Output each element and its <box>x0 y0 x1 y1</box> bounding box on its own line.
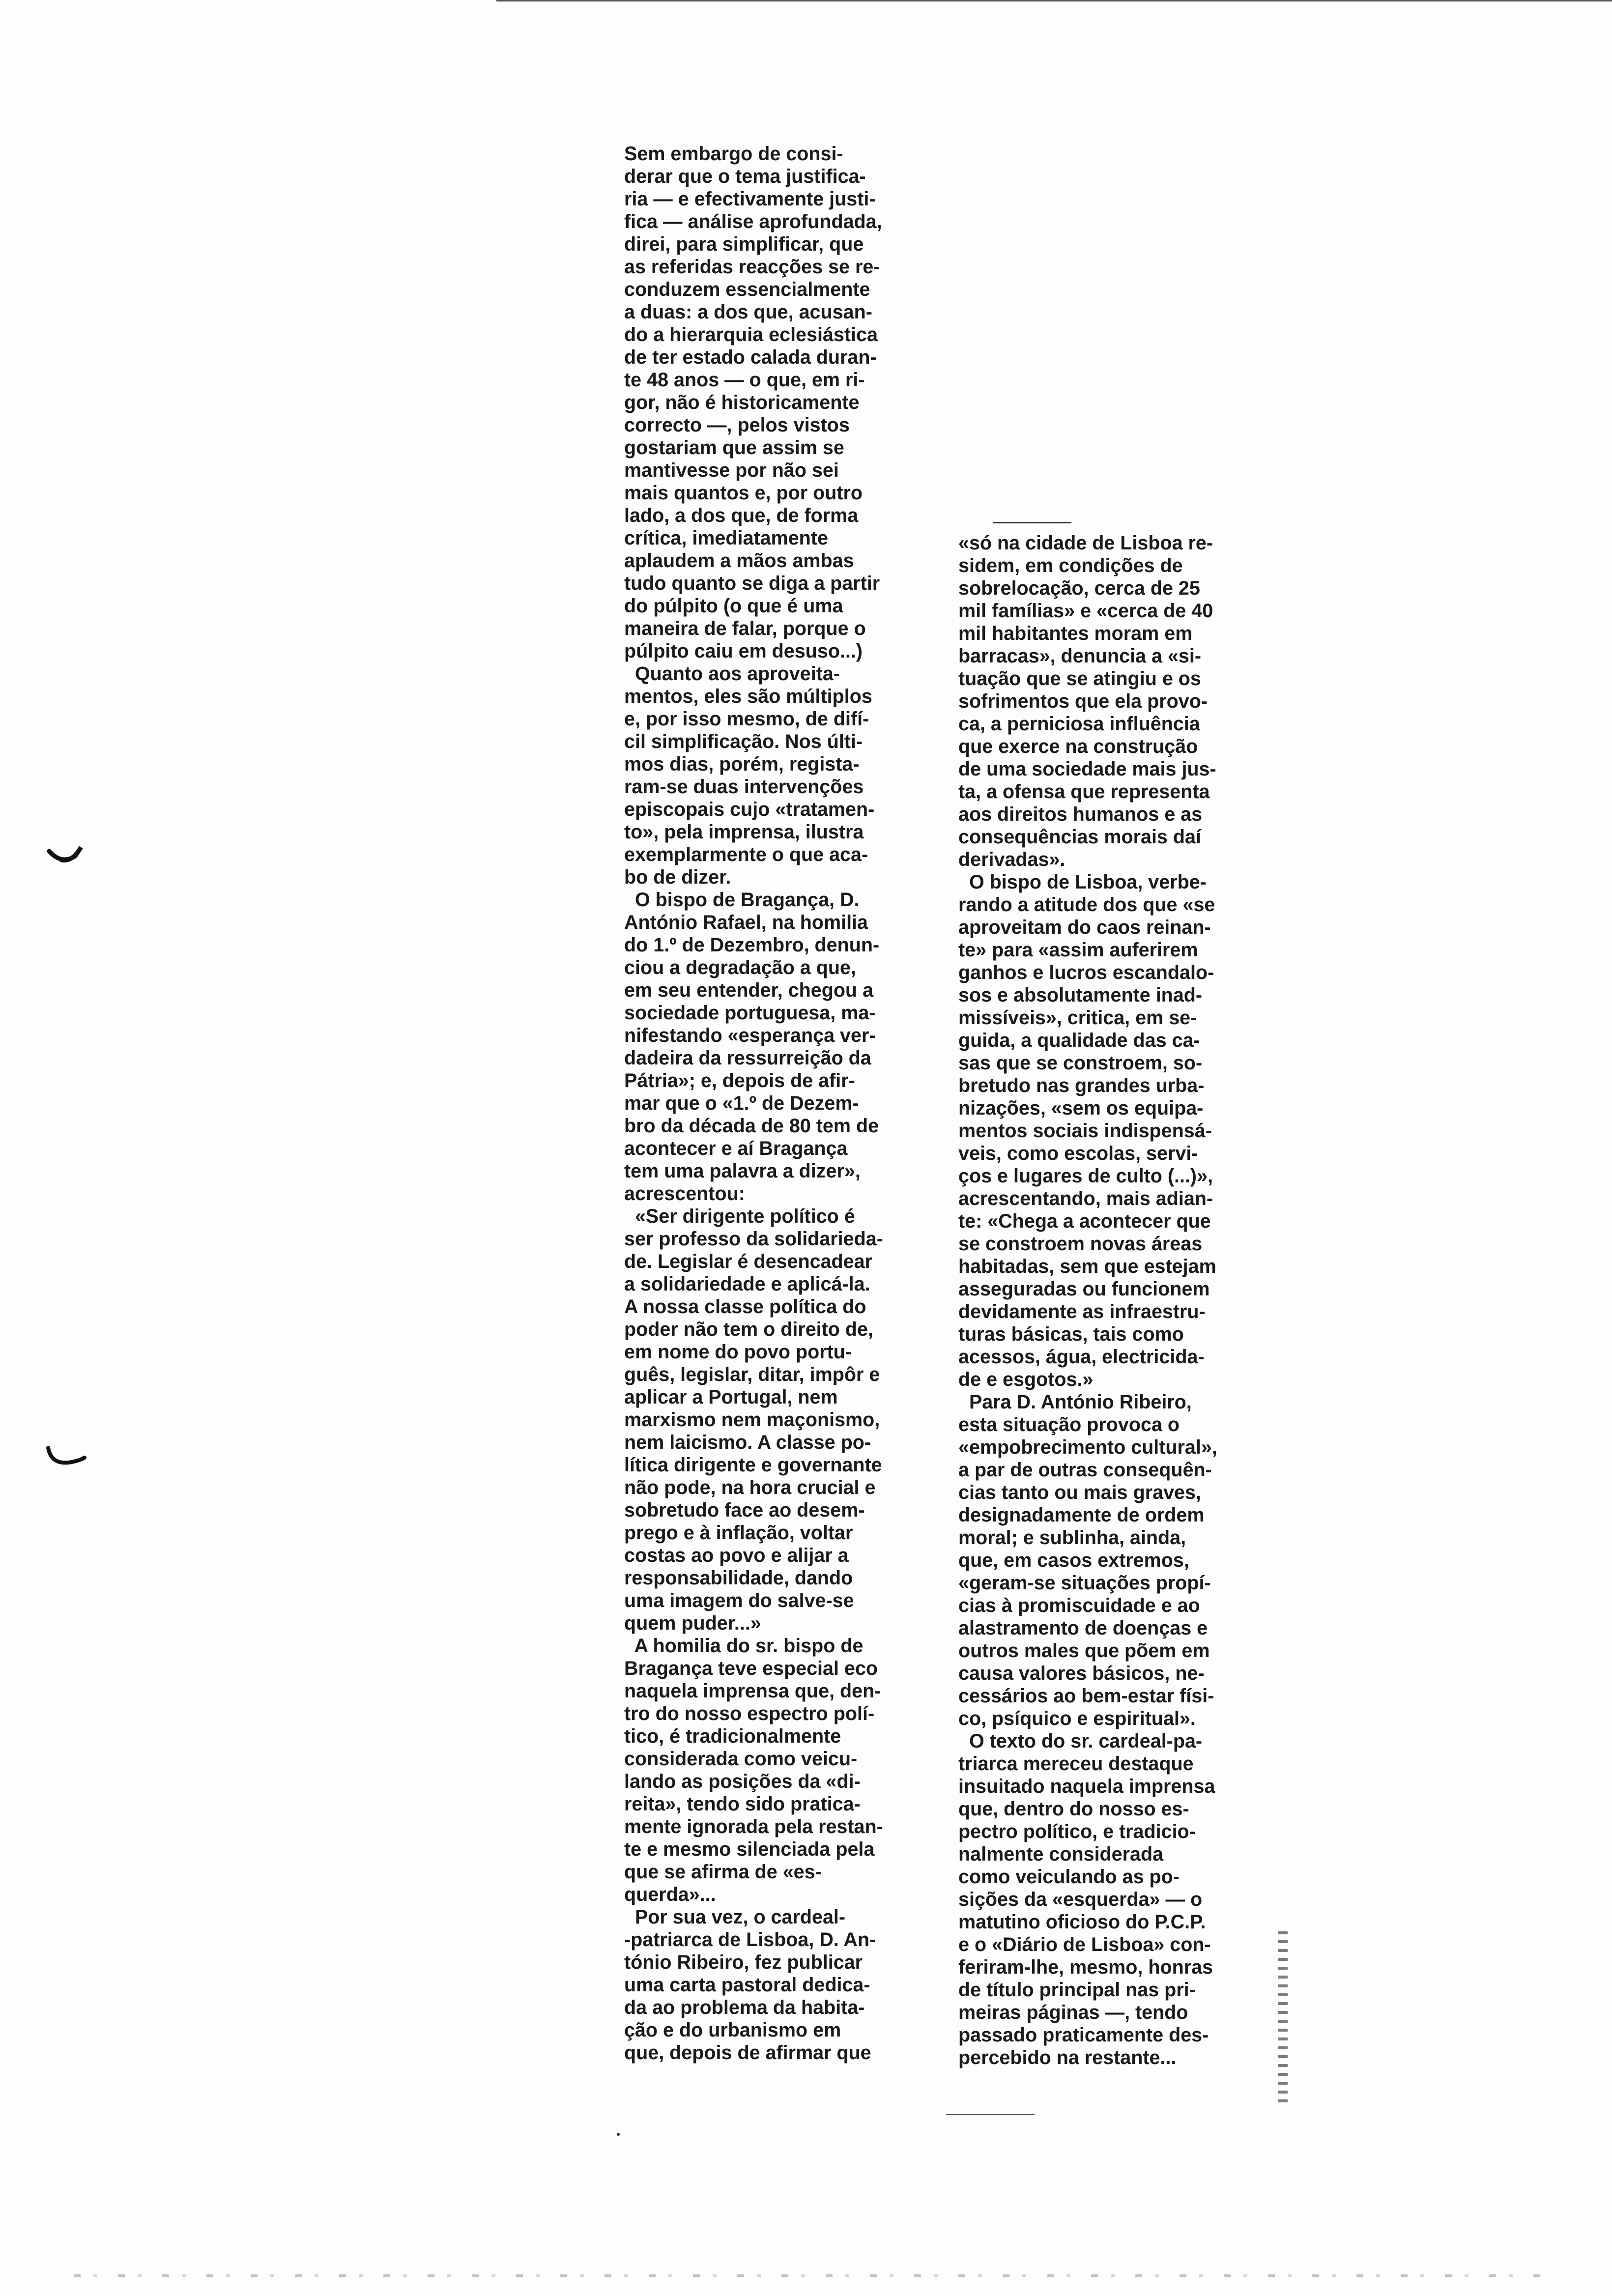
text-line: O texto do sr. cardeal-pa- <box>958 1730 1203 1752</box>
text-line: responsabilidade, dando <box>624 1567 853 1589</box>
text-line: co, psíquico e espiritual». <box>958 1708 1196 1729</box>
text-line: mais quantos e, por outro <box>624 482 863 504</box>
text-line: que, depois de afirmar que <box>624 2042 871 2064</box>
text-line: te e mesmo silenciada pela <box>624 1838 875 1860</box>
text-line: não pode, na hora crucial e <box>624 1477 876 1498</box>
text-line: acrescentando, mais adian- <box>958 1188 1213 1209</box>
text-line: nem laicismo. A classe po- <box>624 1432 871 1453</box>
text-line: sobrelocação, cerca de 25 <box>958 577 1200 599</box>
text-line: maneira de falar, porque o <box>624 618 866 639</box>
text-line: Para D. António Ribeiro, <box>958 1391 1192 1413</box>
text-line: conduzem essencialmente <box>624 279 870 300</box>
text-line: acessos, água, electricida- <box>958 1346 1205 1368</box>
text-line: sos e absolutamente inad- <box>958 984 1203 1006</box>
text-line: triarca mereceu destaque <box>958 1753 1194 1775</box>
text-line: bo de dizer. <box>624 866 731 888</box>
text-line: mentos, eles são múltiplos <box>624 686 872 707</box>
text-line: em nome do povo portu- <box>624 1341 852 1363</box>
text-line: meiras páginas —, tendo <box>958 2002 1188 2023</box>
text-line: as referidas reacções se re- <box>624 256 880 278</box>
text-line: do púlpito (o que é uma <box>624 595 843 617</box>
text-line: habitadas, sem que estejam <box>958 1256 1216 1277</box>
text-line: Pátria»; e, depois de afir- <box>624 1070 855 1091</box>
text-line: querda»... <box>624 1884 716 1905</box>
text-line: A nossa classe política do <box>624 1296 866 1318</box>
text-line: te 48 anos — o que, em ri- <box>624 369 865 391</box>
text-line: A homilia do sr. bispo de <box>624 1635 864 1657</box>
text-line: gostariam que assim se <box>624 437 844 459</box>
text-line: correcto —, pelos vistos <box>624 414 850 436</box>
text-line: do a hierarquia eclesiástica <box>624 324 878 345</box>
text-line: sidem, em condições de <box>958 555 1183 576</box>
text-line: ser professo da solidarieda- <box>624 1228 883 1250</box>
scan-bottom-noise <box>74 2274 1548 2277</box>
text-line: «Ser dirigente político é <box>624 1205 855 1227</box>
text-line: Quanto aos aproveita- <box>624 663 840 685</box>
text-line: exemplarmente o que aca- <box>624 844 868 865</box>
text-line: acontecer e aí Bragança <box>624 1138 848 1159</box>
text-line: causa valores básicos, ne- <box>958 1663 1205 1684</box>
text-line: ta, a ofensa que representa <box>958 781 1210 803</box>
text-line: lando as posições da «di- <box>624 1771 861 1792</box>
text-line: mar que o «1.º de Dezem- <box>624 1092 859 1114</box>
text-line: «geram-se situações propí- <box>958 1572 1211 1594</box>
text-line: bro da década de 80 tem de <box>624 1115 879 1137</box>
text-line: lítica dirigente e governante <box>624 1454 882 1476</box>
text-line: sições da «esquerda» — o <box>958 1889 1203 1910</box>
text-line: aplicar a Portugal, nem <box>624 1386 838 1408</box>
text-line: insuitado naquela imprensa <box>958 1776 1215 1797</box>
text-line: O bispo de Lisboa, verbe- <box>958 871 1207 893</box>
text-line: consequências morais daí <box>958 826 1201 848</box>
text-line: costas ao povo e alijar a <box>624 1545 849 1566</box>
text-line: como veiculando as po- <box>958 1866 1180 1888</box>
text-line: devidamente as infraestru- <box>958 1301 1206 1322</box>
text-line: passado praticamente des- <box>958 2024 1209 2046</box>
text-line: mos dias, porém, regista- <box>624 753 860 775</box>
text-line: te: «Chega a acontecer que <box>958 1210 1211 1232</box>
text-line: gor, não é historicamente <box>624 392 860 413</box>
text-line: te» para «assim auferirem <box>958 939 1198 961</box>
text-line: rando a atitude dos que «se <box>958 894 1215 916</box>
stray-dot <box>617 2133 620 2136</box>
punch-hole-mark-icon <box>44 1445 88 1469</box>
text-line: nifestando «esperança ver- <box>624 1025 876 1046</box>
text-line: mente ignorada pela restan- <box>624 1816 883 1837</box>
text-line: Bragança teve especial eco <box>624 1658 878 1679</box>
text-line: ciou a degradação a que, <box>624 957 856 978</box>
text-line: moral; e sublinha, ainda, <box>958 1527 1186 1549</box>
text-line: a solidariedade e aplicá-la. <box>624 1273 870 1295</box>
text-line: percebido na restante... <box>958 2047 1177 2068</box>
text-line: de. Legislar é desencadear <box>624 1251 872 1272</box>
text-line: matutino oficioso do P.C.P. <box>958 1911 1206 1933</box>
text-line: mil famílias» e «cerca de 40 <box>958 600 1213 622</box>
text-line: cias tanto ou mais graves, <box>958 1482 1201 1503</box>
text-line: Por sua vez, o cardeal- <box>624 1906 846 1928</box>
text-line: púlpito caiu em desuso...) <box>624 640 863 662</box>
text-line: fica — análise aprofundada, <box>624 211 882 232</box>
text-line: missíveis», critica, em se- <box>958 1007 1197 1029</box>
text-line: tónio Ribeiro, fez publicar <box>624 1952 863 1973</box>
text-line: uma carta pastoral dedica- <box>624 1974 870 1996</box>
text-line: crítica, imediatamente <box>624 527 828 549</box>
text-line: tuação que se atingiu e os <box>958 668 1201 689</box>
text-line: episcopais cujo «tratamen- <box>624 799 875 820</box>
text-line: mentos sociais indispensá- <box>958 1120 1212 1142</box>
text-line: de e esgotos.» <box>958 1369 1094 1390</box>
text-line: sobretudo face ao desem- <box>624 1499 865 1521</box>
text-line: esta situação provoca o <box>958 1414 1180 1435</box>
text-line: ção e do urbanismo em <box>624 2019 841 2041</box>
text-line: que, em casos extremos, <box>958 1550 1189 1571</box>
text-line: direi, para simplificar, que <box>624 233 864 255</box>
text-line: tro do nosso espectro polí- <box>624 1703 875 1724</box>
text-line: designadamente de ordem <box>958 1504 1205 1526</box>
text-line: Sem embargo de consi- <box>624 143 843 165</box>
text-line: a duas: a dos que, acusan- <box>624 301 872 323</box>
text-line: acrescentou: <box>624 1183 745 1205</box>
text-line: bretudo nas grandes urba- <box>958 1075 1205 1096</box>
text-line: ria — e efectivamente justi- <box>624 188 876 210</box>
text-line: veis, como escolas, servi- <box>958 1143 1198 1164</box>
text-line: ca, a perniciosa influência <box>958 713 1200 735</box>
text-line: turas básicas, tais como <box>958 1323 1184 1345</box>
text-line: que se afirma de «es- <box>624 1861 822 1883</box>
text-line: aplaudem a mãos ambas <box>624 550 854 572</box>
text-line: sas que se constroem, so- <box>958 1052 1203 1074</box>
text-line: e, por isso mesmo, de difí- <box>624 708 869 730</box>
text-line: O bispo de Bragança, D. <box>624 889 860 911</box>
text-line: alastramento de doenças e <box>958 1617 1208 1639</box>
text-line: aos direitos humanos e as <box>958 804 1203 825</box>
text-line: «só na cidade de Lisboa re- <box>958 532 1213 554</box>
text-line: cias à promiscuidade e ao <box>958 1595 1200 1616</box>
clipping-edge-marks <box>1278 1931 1288 2108</box>
text-line: de uma sociedade mais jus- <box>958 758 1216 780</box>
text-line: mil habitantes moram em <box>958 623 1193 644</box>
text-line: tico, é tradicionalmente <box>624 1725 841 1747</box>
text-line: sociedade portuguesa, ma- <box>624 1002 876 1024</box>
text-line: lado, a dos que, de forma <box>624 505 859 526</box>
text-line: prego e à inflação, voltar <box>624 1522 853 1544</box>
text-line: marxismo nem maçonismo, <box>624 1409 880 1431</box>
text-line: outros males que põem em <box>958 1640 1210 1662</box>
text-line: guês, legislar, ditar, impôr e <box>624 1364 880 1385</box>
text-line: ganhos e lucros escandalo- <box>958 962 1214 983</box>
text-line: ços e lugares de culto (...)», <box>958 1165 1213 1187</box>
text-line: considerada como veicu- <box>624 1748 858 1770</box>
text-line: derar que o tema justifica- <box>624 166 866 187</box>
text-line: tudo quanto se diga a partir <box>624 573 880 594</box>
text-line: asseguradas ou funcionem <box>958 1278 1210 1300</box>
text-line: derivadas». <box>958 849 1065 870</box>
text-line: e o «Diário de Lisboa» con- <box>958 1934 1211 1955</box>
text-line: que, dentro do nosso es- <box>958 1798 1189 1820</box>
left-text-column <box>624 143 953 2064</box>
text-line: nalmente considerada <box>958 1843 1164 1865</box>
text-line: quem puder...» <box>624 1612 761 1634</box>
text-line: aproveitam do caos reinan- <box>958 917 1211 938</box>
text-line: poder não tem o direito de, <box>624 1319 873 1340</box>
text-line: António Rafael, na homilia <box>624 912 868 933</box>
column-top-rule <box>993 522 1071 523</box>
punch-hole-mark-icon <box>47 845 86 870</box>
right-text-column <box>958 532 1283 2069</box>
top-edge-rule <box>496 0 1612 1</box>
text-line: naquela imprensa que, den- <box>624 1680 881 1702</box>
text-line: uma imagem do salve-se <box>624 1590 854 1611</box>
text-line: dadeira da ressurreição da <box>624 1047 871 1069</box>
text-line: tem uma palavra a dizer», <box>624 1160 861 1182</box>
text-line: pectro político, e tradicio- <box>958 1821 1196 1842</box>
text-line: barracas», denuncia a «si- <box>958 645 1202 667</box>
text-line: que exerce na construção <box>958 736 1198 757</box>
text-line: de ter estado calada duran- <box>624 346 877 368</box>
text-line: do 1.º de Dezembro, denun- <box>624 934 880 956</box>
text-line: de título principal nas pri- <box>958 1979 1196 2001</box>
text-line: a par de outras consequên- <box>958 1459 1212 1481</box>
text-line: cil simplificação. Nos últi- <box>624 731 863 752</box>
text-line: guida, a qualidade das ca- <box>958 1030 1200 1051</box>
text-line: em seu entender, chegou a <box>624 979 874 1001</box>
text-line: to», pela imprensa, ilustra <box>624 821 864 843</box>
text-line: nizações, «sem os equipa- <box>958 1097 1204 1119</box>
text-line: da ao problema da habita- <box>624 1997 865 2018</box>
text-line: ram-se duas intervenções <box>624 776 864 798</box>
text-line: «empobrecimento cultural», <box>958 1436 1217 1458</box>
text-line: se constroem novas áreas <box>958 1233 1203 1255</box>
text-line: reita», tendo sido pratica- <box>624 1793 861 1815</box>
text-line: mantivesse por não sei <box>624 459 839 481</box>
text-line: cessários ao bem-estar físi- <box>958 1685 1214 1707</box>
text-line: sofrimentos que ela provo- <box>958 690 1208 712</box>
end-rule <box>946 2114 1035 2115</box>
text-line: -patriarca de Lisboa, D. An- <box>624 1929 876 1951</box>
text-line: feriram-lhe, mesmo, honras <box>958 1956 1213 1978</box>
